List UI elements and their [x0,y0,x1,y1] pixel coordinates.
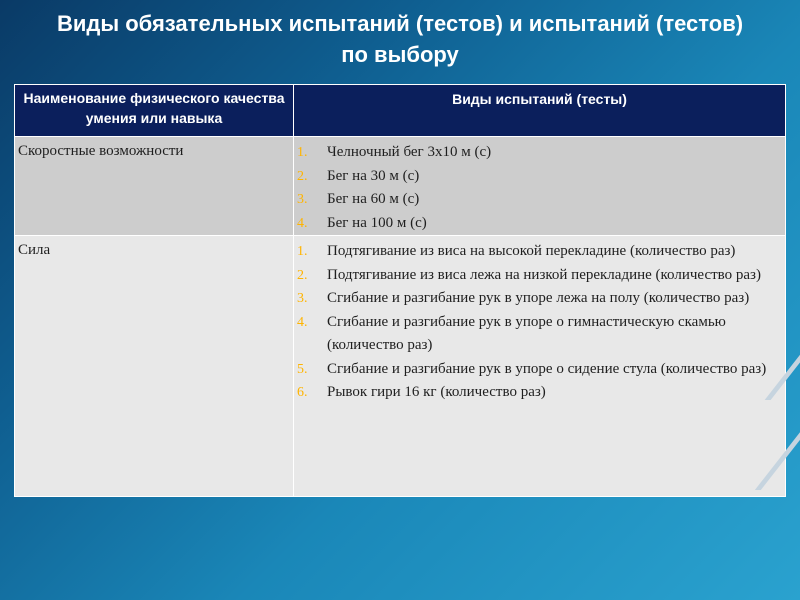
test-text: Подтягивание из виса лежа на низкой перекладине (количество раз) [327,266,761,283]
slide-title-line-1: Виды обязательных испытаний (тестов) и испытаний (тестов) [56,11,744,36]
tests-table-container [14,84,786,497]
test-text: Бег на 100 м (с) [327,214,427,231]
list-number: 1. [297,244,308,259]
header-test-types: Виды испытаний (тесты) [294,85,786,137]
slide-title-line-2: по выбору [341,42,459,67]
test-text: Челночный бег 3х10 м (с) [327,144,492,160]
list-item [294,188,785,212]
test-text: Сгибание и разгибание рук в упоре лежа на полу (количество раз) [327,290,750,306]
list-number: 5. [297,361,308,377]
list-item [294,212,785,236]
test-text: Бег на 30 м (с) [327,167,420,184]
test-text: Подтягивание из виса на высокой перекладине (количество раз) [327,243,736,259]
list-number: 3. [297,192,308,207]
test-text: Рывок гири 16 кг (количество раз) [327,384,546,400]
list-item [294,141,785,165]
test-text: Сгибание и разгибание рук в упоре о сидение стула (количество раз) [327,360,767,377]
tests-list [294,137,785,235]
list-item [294,358,785,382]
list-item [294,240,785,264]
slide-title [0,8,800,70]
tests-list [294,236,785,405]
list-number: 4. [297,215,308,231]
table-row [15,236,786,497]
list-number: 2. [297,168,308,184]
list-number: 6. [297,385,308,400]
row-quality-name: Сила [15,236,294,497]
list-item [294,381,785,405]
table-row [15,137,786,236]
list-item [294,264,785,288]
header-physical-quality: Наименование физического качества умения или навыка [15,85,294,137]
table-header-row [15,85,786,137]
row-tests-cell [294,137,786,236]
test-text: Бег на 60 м (с) [327,191,420,207]
list-number: 1. [297,145,308,160]
list-item [294,165,785,189]
list-item [294,287,785,311]
tests-table [14,84,786,497]
list-item [294,311,785,358]
row-quality-name: Скоростные возможности [15,137,294,236]
test-text: Сгибание и разгибание рук в упоре о гимнастическую скамью (количество раз) [327,313,726,353]
list-number: 2. [297,267,308,283]
row-tests-cell [294,236,786,497]
list-number: 4. [297,314,308,330]
list-number: 3. [297,291,308,306]
